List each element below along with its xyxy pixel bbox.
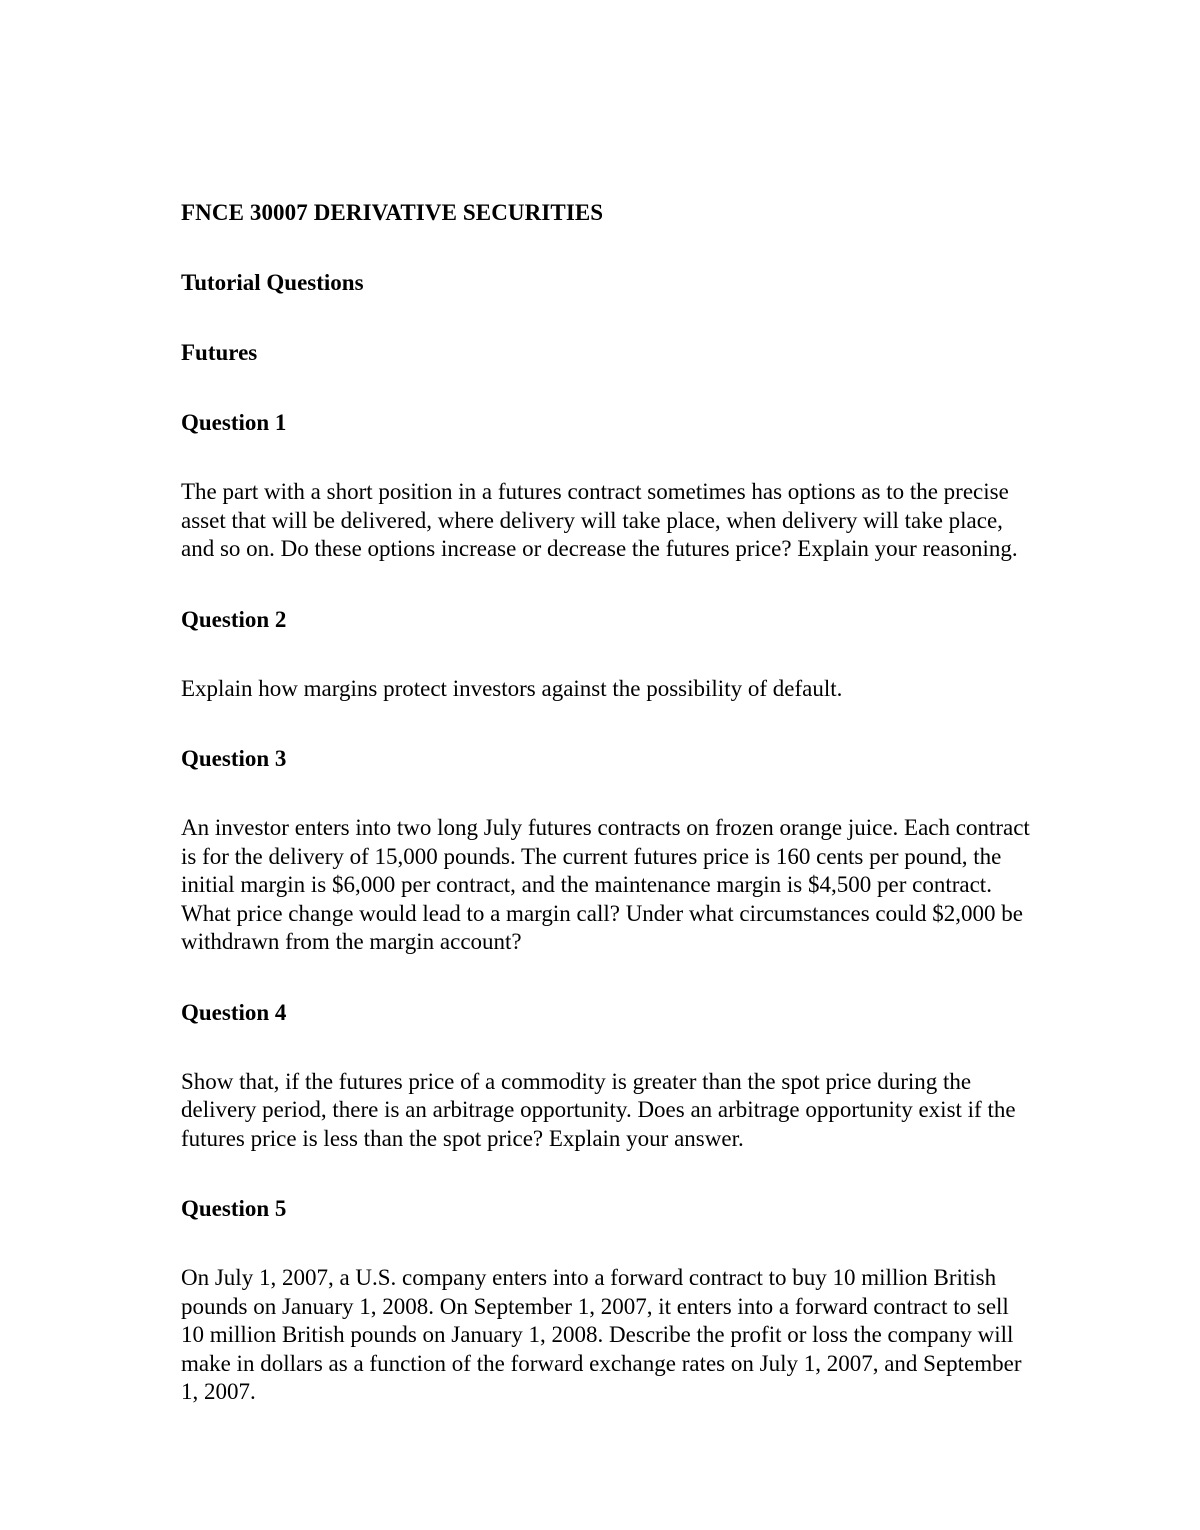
question-3 [181, 744, 1031, 957]
question-heading: Question 4 [181, 999, 287, 1025]
question-heading: Question 3 [181, 746, 287, 771]
question-heading: Question 1 [181, 410, 287, 435]
question-4 [181, 998, 1031, 1154]
question-text: The part with a short position in a futures contract sometimes has options as to the precise asset that will be delivered, where delivery will take place, when delivery will take place, and so on. Do these options increase or decrease the futures price? Explain your reasoning. [181, 479, 1018, 561]
section-heading: Futures [181, 340, 258, 365]
document-subtitle: Tutorial Questions [181, 270, 364, 295]
question-text: Show that, if the futures price of a commodity is greater than the spot price during the delivery period, there is an arbitrage opportunity. Does an arbitrage opportunity exist if the futures price is less than the spot price? Explain your answer. [181, 1068, 1016, 1151]
question-text: An investor enters into two long July futures contracts on frozen orange juice. Each contract is for the delivery of 15,000 pounds. The current futures price is 160 cents per pound, the initial margin is $6,000 per contract, and the maintenance margin is $4,500 per contract. What price change would lead to a margin call? Under what circumstances could $2,000 be withdrawn from the margin account? [181, 815, 1030, 954]
course-title: FNCE 30007 DERIVATIVE SECURITIES [181, 200, 604, 225]
question-1 [181, 408, 1031, 564]
document-page [181, 198, 1031, 1407]
question-text: Explain how margins protect investors against the possibility of default. [181, 675, 843, 701]
question-heading: Question 5 [181, 1196, 287, 1221]
question-2 [181, 605, 1031, 704]
question-text: On July 1, 2007, a U.S. company enters into a forward contract to buy 10 million British pounds on January 1, 2008. On September 1, 2007, it enters into a forward contract to sell 10 million British pounds on January 1, 2008. Describe the profit or loss the company will make in dollars as a function of the forward exchange rates on July 1, 2007, and September 1, 2007. [181, 1265, 1022, 1404]
question-heading: Question 2 [181, 606, 287, 632]
question-5 [181, 1194, 1031, 1407]
